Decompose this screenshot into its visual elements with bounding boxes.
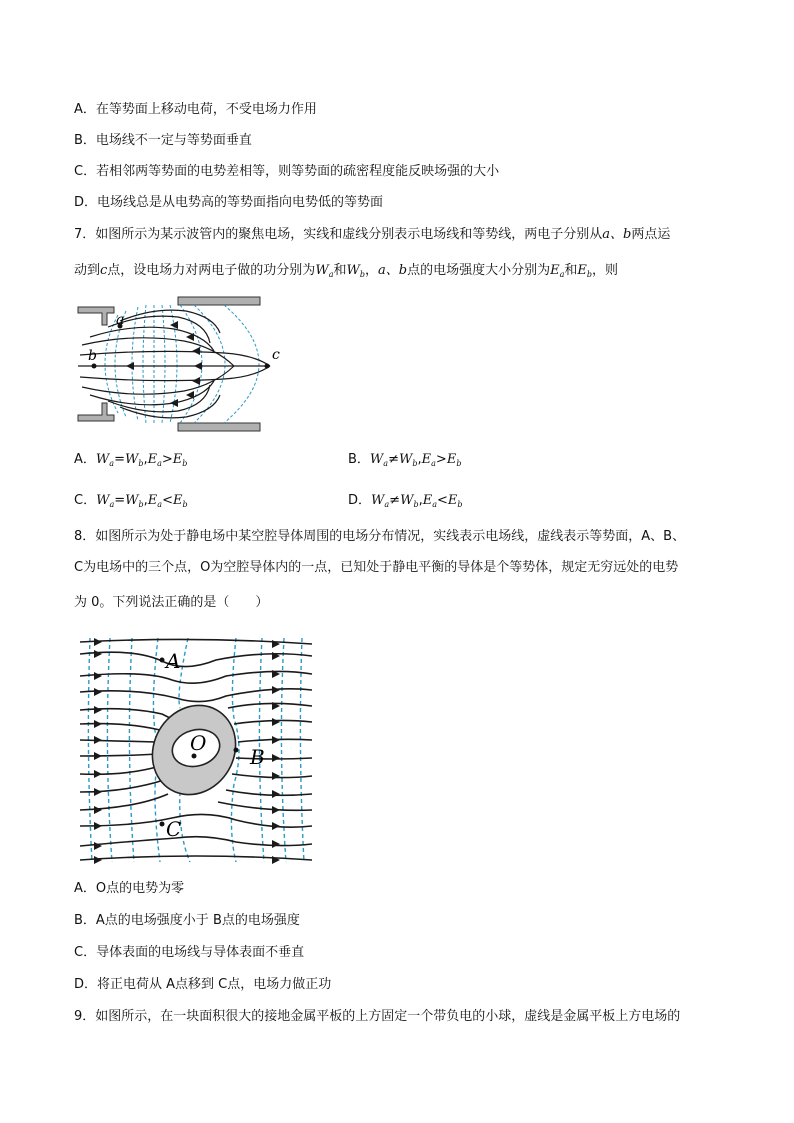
- q8-stem-line2: C为电场中的三个点，O为空腔导体内的一点，已知处于静电平衡的导体是个等势体，规定无穷远处的电势: [74, 560, 679, 575]
- q7-point-c: [265, 364, 270, 369]
- q6-option-c: C．若相邻两等势面的电势差相等，则等势面的疏密程度能反映场强的大小: [74, 164, 500, 179]
- q7-label-a: a: [116, 312, 125, 328]
- q8-conductor-field-figure: [76, 634, 316, 866]
- q7-option-a: A．$W_a=W_b,E_a>E_b$: [74, 452, 188, 468]
- q8-stem-line3: 为 0。下列说法正确的是（ ）: [74, 595, 269, 610]
- q7-focusing-field-figure: [74, 293, 280, 435]
- q7-option-c: C．$W_a=W_b,E_a<E_b$: [74, 493, 188, 509]
- q8-stem-line1: 8．如图所示为处于静电场中某空腔导体周围的电场分布情况，实线表示电场线，虚线表示等势面，A、B、: [74, 529, 686, 544]
- q8-option-c: C．导体表面的电场线与导体表面不垂直: [74, 945, 305, 960]
- q8-label-c: C: [166, 817, 182, 841]
- q7-label-b: b: [88, 348, 97, 364]
- q6-option-a: A．在等势面上移动电荷，不受电场力作用: [74, 102, 317, 117]
- q8-label-a: A: [166, 649, 181, 673]
- q8-label-o: O: [190, 731, 207, 755]
- q7-label-c: c: [272, 347, 280, 363]
- q8-option-b: B．A点的电场强度小于 B点的电场强度: [74, 913, 300, 928]
- q6-option-b: B．电场线不一定与等势面垂直: [74, 133, 252, 148]
- q7-option-d: D．$W_a\ne W_b,E_a<E_b$: [348, 493, 463, 509]
- q7-stem-line2: 动到c点，设电场力对两电子做的功分别为$W_a$和$W_b$，a、b点的电场强度大小分别为$E_a$和$E_b$，则: [74, 263, 619, 279]
- q8-point-a: [160, 658, 165, 663]
- q7-option-b: B．$W_a\ne W_b,E_a>E_b$: [348, 452, 462, 468]
- q8-option-d: D．将正电荷从 A点移到 C点，电场力做正功: [74, 977, 332, 992]
- q9-stem-line1: 9．如图所示，在一块面积很大的接地金属平板的上方固定一个带负电的小球，虚线是金属平板上方电场的: [74, 1009, 681, 1024]
- q7-point-b: [92, 364, 97, 369]
- q8-point-b: [234, 748, 239, 753]
- q8-option-a: A．O点的电势为零: [74, 881, 185, 896]
- q8-point-c: [160, 822, 165, 827]
- q8-label-b: B: [250, 745, 265, 769]
- q6-option-d: D．电场线总是从电势高的等势面指向电势低的等势面: [74, 195, 384, 210]
- q7-equipotential-lines: [105, 305, 259, 423]
- q7-stem-line1: 7．如图所示为某示波管内的聚焦电场，实线和虚线分别表示电场线和等势线，两电子分别从a、b两点运: [74, 227, 671, 242]
